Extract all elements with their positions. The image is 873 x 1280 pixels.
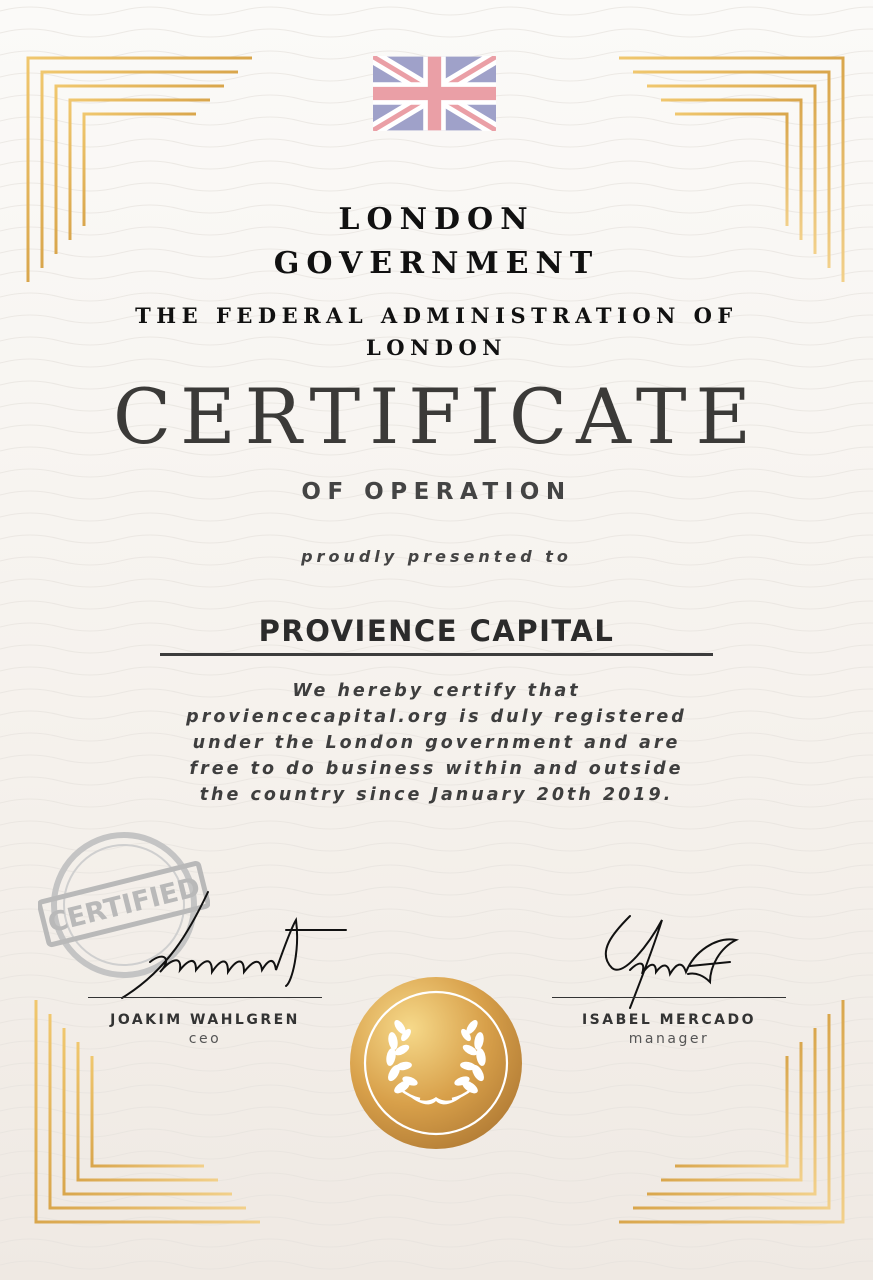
body-line: free to do business within and outside — [189, 759, 684, 779]
body-line: the country since January 20th 2019. — [199, 785, 674, 805]
certificate-subtitle: OF OPERATION — [301, 479, 572, 505]
stamp-text: CERTIFIED — [44, 871, 204, 940]
manager-role: manager — [628, 1031, 710, 1047]
union-jack-flag-icon — [373, 56, 496, 131]
gold-seal — [350, 977, 522, 1149]
manager-signature-line — [552, 997, 786, 998]
government-line-2: GOVERNMENT — [273, 246, 600, 281]
ceo-signature — [110, 890, 350, 1000]
ceo-name: JOAKIM WAHLGREN — [110, 1012, 300, 1028]
administration-line-2: LONDON — [366, 335, 507, 360]
body-line: proviencecapital.org is duly registered — [186, 707, 687, 727]
certificate-body — [0, 678, 873, 808]
ceo-role: ceo — [188, 1031, 222, 1047]
government-line-1: LONDON — [338, 202, 535, 237]
body-line: under the London government and are — [192, 733, 681, 753]
ceo-signature-line — [88, 997, 322, 998]
recipient-name: PROVIENCE CAPITAL — [258, 614, 615, 648]
presented-to-label: proudly presented to — [301, 547, 572, 566]
recipient-underline — [160, 653, 713, 656]
manager-name: ISABEL MERCADO — [581, 1012, 757, 1028]
administration-line-1: THE FEDERAL ADMINISTRATION OF — [135, 303, 738, 328]
certificate-title: CERTIFICATE — [112, 372, 761, 461]
body-line: We hereby certify that — [292, 681, 581, 701]
